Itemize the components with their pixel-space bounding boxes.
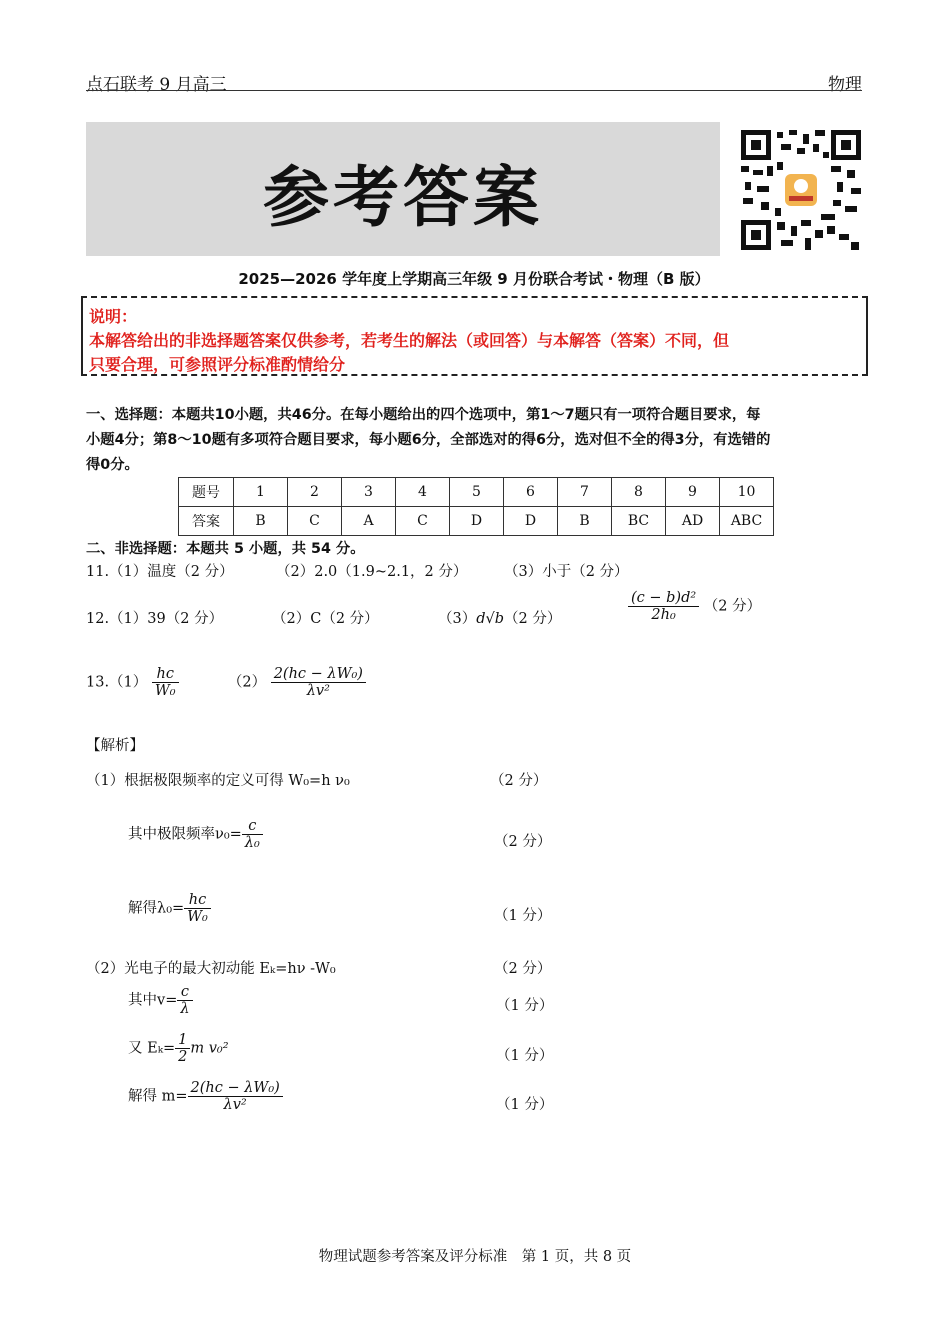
row-label-answer: 答案: [179, 507, 234, 536]
analysis-step-6: [128, 1032, 229, 1065]
analysis-step-5-score: （1 分）: [496, 998, 554, 1014]
analysis-step-2-score: （2 分）: [494, 834, 552, 850]
header-rule: [86, 90, 862, 91]
table-cell: 9: [666, 478, 720, 507]
table-cell: 10: [720, 478, 774, 507]
analysis-step-6-numerator: 1: [175, 1032, 190, 1049]
analysis-step-1: （1）根据极限频率的定义可得 W₀=h ν₀: [86, 773, 350, 789]
q13-fraction-2: [271, 666, 366, 699]
analysis-step-3-fraction: [184, 892, 211, 925]
note-line-1: 本解答给出的非选择题答案仅供参考，若考生的解法（或回答）与本解答（答案）不同，但: [89, 331, 730, 350]
section1-line-1: 一、选择题：本题共10小题，共46分。在每小题给出的四个选项中，第1～7题只有一项符合题目要求，每: [86, 407, 761, 423]
q13-f2-numerator: 2(hc − λW₀): [271, 666, 366, 683]
section1-line-3: 得0分。: [86, 457, 139, 473]
analysis-step-4: （2）光电子的最大初动能 Eₖ=hν -W₀: [86, 961, 336, 977]
q13-label-1: 13.（1）: [86, 674, 148, 691]
table-cell: 6: [504, 478, 558, 507]
answer-table: [178, 477, 774, 536]
analysis-step-7-numerator: 2(hc − λW₀): [188, 1080, 283, 1097]
q13-fraction-1: [152, 666, 179, 699]
analysis-step-2: [128, 818, 263, 851]
table-cell: AD: [666, 507, 720, 536]
table-cell: B: [558, 507, 612, 536]
table-cell: B: [234, 507, 288, 536]
note-box: [81, 296, 868, 376]
analysis-step-6-tail: m v₀²: [190, 1040, 229, 1057]
q12-part3-score: （2 分）: [504, 611, 562, 627]
analysis-step-7-fraction: [188, 1080, 283, 1113]
analysis-step-2-fraction: [242, 818, 263, 851]
table-cell: 5: [450, 478, 504, 507]
q11-part3: （3）小于（2 分）: [504, 564, 629, 580]
section2-title: 二、非选择题：本题共 5 小题，共 54 分。: [86, 541, 365, 557]
banner-title: 参考答案: [263, 159, 543, 236]
analysis-step-7-label: 解得 m=: [128, 1088, 188, 1105]
analysis-step-5-numerator: c: [177, 984, 192, 1001]
exam-subtitle: 2025—2026 学年度上学期高三年级 9 月份联合考试・物理（B 版）: [238, 270, 710, 288]
table-cell: 1: [234, 478, 288, 507]
analysis-step-7-denominator: λv²: [223, 1097, 247, 1113]
q13-f2-denominator: λv²: [306, 683, 330, 699]
analysis-step-1-score: （2 分）: [490, 773, 548, 789]
q12-part3-label: （3）: [438, 611, 477, 627]
analysis-step-6-denominator: 2: [178, 1049, 188, 1065]
table-cell: D: [450, 507, 504, 536]
table-row-answers: [179, 507, 774, 536]
q12-part3-expr: d√b: [476, 611, 505, 627]
q12-part1: 12.（1）39（2 分）: [86, 611, 224, 627]
q11-part1: 11.（1）温度（2 分）: [86, 564, 234, 580]
table-cell: C: [288, 507, 342, 536]
analysis-step-2-label: 其中极限频率ν₀=: [128, 826, 242, 843]
q13-f1-denominator: W₀: [154, 683, 176, 699]
q12-part4-numerator: (c − b)d²: [628, 590, 699, 607]
table-cell: 2: [288, 478, 342, 507]
analysis-step-6-fraction: [175, 1032, 190, 1065]
q12-part3: [438, 607, 561, 628]
analysis-step-6-label: 又 Eₖ=: [128, 1040, 176, 1057]
analysis-step-3-numerator: hc: [184, 892, 211, 909]
analysis-step-2-denominator: λ₀: [244, 835, 260, 851]
analysis-step-3: [128, 892, 211, 925]
analysis-step-4-score: （2 分）: [494, 961, 552, 977]
analysis-step-6-score: （1 分）: [496, 1048, 554, 1064]
analysis-step-5-label: 其中v=: [128, 992, 178, 1009]
table-cell: A: [342, 507, 396, 536]
table-cell: 3: [342, 478, 396, 507]
header-right: 物理: [828, 75, 862, 95]
table-row-numbers: [179, 478, 774, 507]
analysis-step-5-fraction: [177, 984, 192, 1017]
qr-code-icon: [741, 130, 861, 250]
analysis-step-5-denominator: λ: [180, 1001, 190, 1017]
analysis-step-5: [128, 984, 193, 1017]
title-banner: [86, 122, 720, 256]
q12-part2: （2）C（2 分）: [272, 611, 379, 627]
q12-part4-score: （2 分）: [703, 598, 762, 615]
table-cell: C: [396, 507, 450, 536]
q12-part4-denominator: 2h₀: [651, 607, 676, 623]
section1-line-2: 小题4分；第8～10题有多项符合题目要求，每小题6分，全部选对的得6分，选对但不全的得3分，有选错的: [86, 432, 771, 448]
q13-answers: [86, 666, 366, 699]
page-footer: 物理试题参考答案及评分标准 第 1 页，共 8 页: [318, 1249, 632, 1265]
table-cell: D: [504, 507, 558, 536]
table-cell: 8: [612, 478, 666, 507]
q11-part2: （2）2.0（1.9~2.1，2 分）: [276, 564, 468, 580]
q13-f1-numerator: hc: [152, 666, 179, 683]
note-title: 说明：: [89, 307, 138, 326]
q13-label-2: （2）: [227, 674, 267, 691]
row-label-number: 题号: [179, 478, 234, 507]
table-cell: ABC: [720, 507, 774, 536]
analysis-step-2-numerator: c: [242, 818, 263, 835]
table-cell: 4: [396, 478, 450, 507]
analysis-step-3-score: （1 分）: [494, 908, 552, 924]
q12-part4-fraction: [628, 590, 699, 623]
table-cell: BC: [612, 507, 666, 536]
analysis-step-7-score: （1 分）: [496, 1097, 554, 1113]
note-line-2: 只要合理，可参照评分标准酌情给分: [89, 355, 346, 374]
q12-part4: [628, 590, 761, 623]
analysis-step-7: [128, 1080, 283, 1113]
analysis-step-3-denominator: W₀: [187, 909, 208, 925]
analysis-step-3-label: 解得λ₀=: [128, 900, 185, 917]
analysis-title: 【解析】: [86, 738, 144, 754]
header-left: 点石联考 9 月高三: [86, 75, 227, 95]
table-cell: 7: [558, 478, 612, 507]
